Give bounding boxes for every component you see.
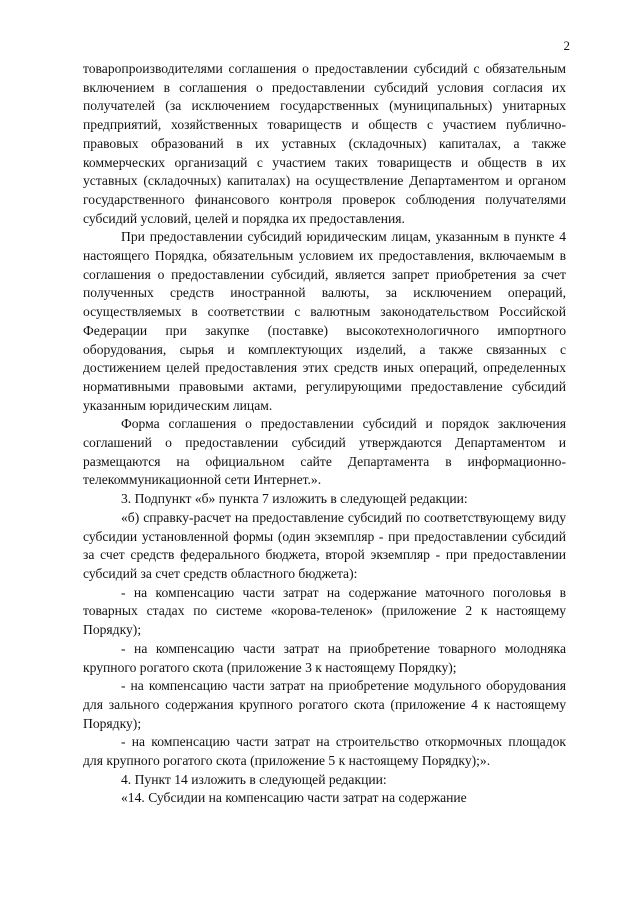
paragraph-2: При предоставлении субсидий юридическим лицам, указанным в пункте 4 настоящего Порядка, обязательным условием их предоставления, включаемым в соглашения о предоставлении субсидий, является запрет приобретения за счет полученных средств иностранной валюты, за исключением операций, осуществляемых в соответствии с валютным законодательством Российской Федерации при закупке (поставке) высокотехнологичного импортного оборудования, сырья и комплектующих изделий, а также связанных с достижением целей предоставления этих средств иных операций, определенных нормативными правовыми актами, регулирующими предоставление субсидий указанным юридическим лицам.: [83, 229, 566, 413]
list-item-3: - на компенсацию части затрат на приобретение модульного оборудования для зального содержания крупного рогатого скота (приложение 4 к настоящему Порядку);: [83, 678, 566, 731]
document-body: [83, 60, 566, 808]
list-item-1: - на компенсацию части затрат на содержание маточного поголовья в товарных стадах по системе «корова-теленок» (приложение 2 к настоящему Порядку);: [83, 584, 566, 638]
paragraph-1: товаропроизводителями соглашения о предоставлении субсидий с обязательным включением в соглашения о предоставлении субсидий условия согласия их получателей (за исключением государственных (муниципальных) унитарных предприятий, хозяйственных товариществ и обществ с участием публично-правовых образований в их уставных (складочных) капиталах, а также коммерческих организаций с участием таких товариществ и обществ в их уставных (складочных) капиталах) на осуществление Департаментом и органом государственного финансового контроля проверок соблюдения получателями субсидий условий, целей и порядка их предоставления.: [83, 61, 566, 226]
paragraph-7: «14. Субсидии на компенсацию части затрат на содержание: [121, 790, 467, 806]
paragraph-4: 3. Подпункт «б» пункта 7 изложить в следующей редакции:: [121, 491, 468, 507]
list-item-2: - на компенсацию части затрат на приобретение товарного молодняка крупного рогатого скота (приложение 3 к настоящему Порядку);: [83, 640, 566, 675]
paragraph-5: «б) справку-расчет на предоставление субсидий по соответствующему виду субсидии установленной формы (один экземпляр - при предоставлении субсидий за счет средств федерального бюджета, второй экземпляр - при предоставлении субсидий за счет средств областного бюджета):: [83, 509, 566, 581]
paragraph-6: 4. Пункт 14 изложить в следующей редакции:: [121, 771, 387, 787]
list-item-4: - на компенсацию части затрат на строительство откормочных площадок для крупного рогатого скота (приложение 5 к настоящему Порядку);».: [83, 734, 566, 769]
paragraph-3: Форма соглашения о предоставлении субсидий и порядок заключения соглашений о предоставлении субсидий утверждаются Департаментом и размещаются на официальном сайте Департамента в информационно-телекоммуникационной сети Интернет.».: [83, 416, 566, 488]
page-number: 2: [563, 38, 570, 53]
